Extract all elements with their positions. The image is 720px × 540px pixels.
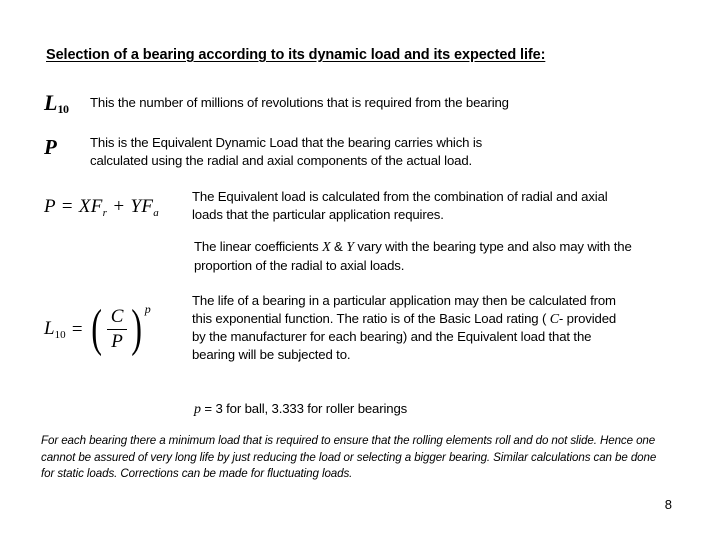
fraction-denominator: P — [111, 331, 123, 352]
definition-row-p — [44, 131, 530, 169]
fraction-numerator: C — [110, 306, 124, 327]
variable-p: p — [194, 402, 201, 417]
equation-description-bearing-life: The life of a bearing in a particular application may then be calculated from this exponential function. The ratio is of the Basic Load rating ( C- provided by the manufacturer for each bearing) and the Equivalent load that the bearing will be subjected to. — [192, 293, 617, 362]
coefficients-note — [194, 238, 634, 274]
variable-x: X — [322, 240, 331, 255]
coefficients-note-text: The linear coefficients X & Y vary with the bearing type and also may with the proportion of the radial to axial loads. — [194, 239, 632, 273]
exponent-p: p — [144, 302, 151, 316]
right-paren: ) — [131, 300, 143, 358]
equals-sign: = — [70, 318, 84, 340]
exponent-value-note — [194, 400, 407, 419]
definition-text-l10: This the number of millions of revolutions that is required from the bearing — [90, 95, 509, 110]
equation-lhs: $L_{10}$ — [44, 318, 66, 341]
variable-c: C — [549, 311, 559, 327]
definition-row-l10 — [44, 90, 509, 116]
equation-row-equivalent-load — [44, 188, 627, 223]
left-paren: ( — [91, 300, 103, 358]
equation-equivalent-load: $P = XF_r + YF_a$ — [44, 196, 160, 219]
exponent-value-text: p = 3 for ball, 3.333 for roller bearings — [194, 401, 408, 417]
equation-bearing-life — [44, 300, 192, 358]
symbol-p: P — [44, 135, 57, 159]
page-title: Selection of a bearing according to its dynamic load and its expected life: — [46, 47, 546, 63]
definition-text-p: This is the Equivalent Dynamic Load that the bearing carries which is calculated using the radial and axial components of the actual load. — [90, 135, 483, 168]
symbol-l10: $L_{10}$ — [44, 90, 69, 116]
equation-row-bearing-life — [44, 292, 632, 363]
equation-description-equivalent-load: The Equivalent load is calculated from the combination of radial and axial loads that the particular application requires. — [192, 189, 608, 222]
footer-note: For each bearing there a minimum load that is required to ensure that the rolling elements roll and do not slide. Hence one cannot be assured of very long life by just reducing the load or selecting a bigger bearing. Similar calculations can be done for static loads. Corrections can be made for fluctuating loads. — [41, 434, 657, 480]
variable-y: Y — [346, 240, 354, 255]
page-number: 8 — [664, 497, 672, 512]
fraction-c-over-p — [107, 306, 128, 353]
